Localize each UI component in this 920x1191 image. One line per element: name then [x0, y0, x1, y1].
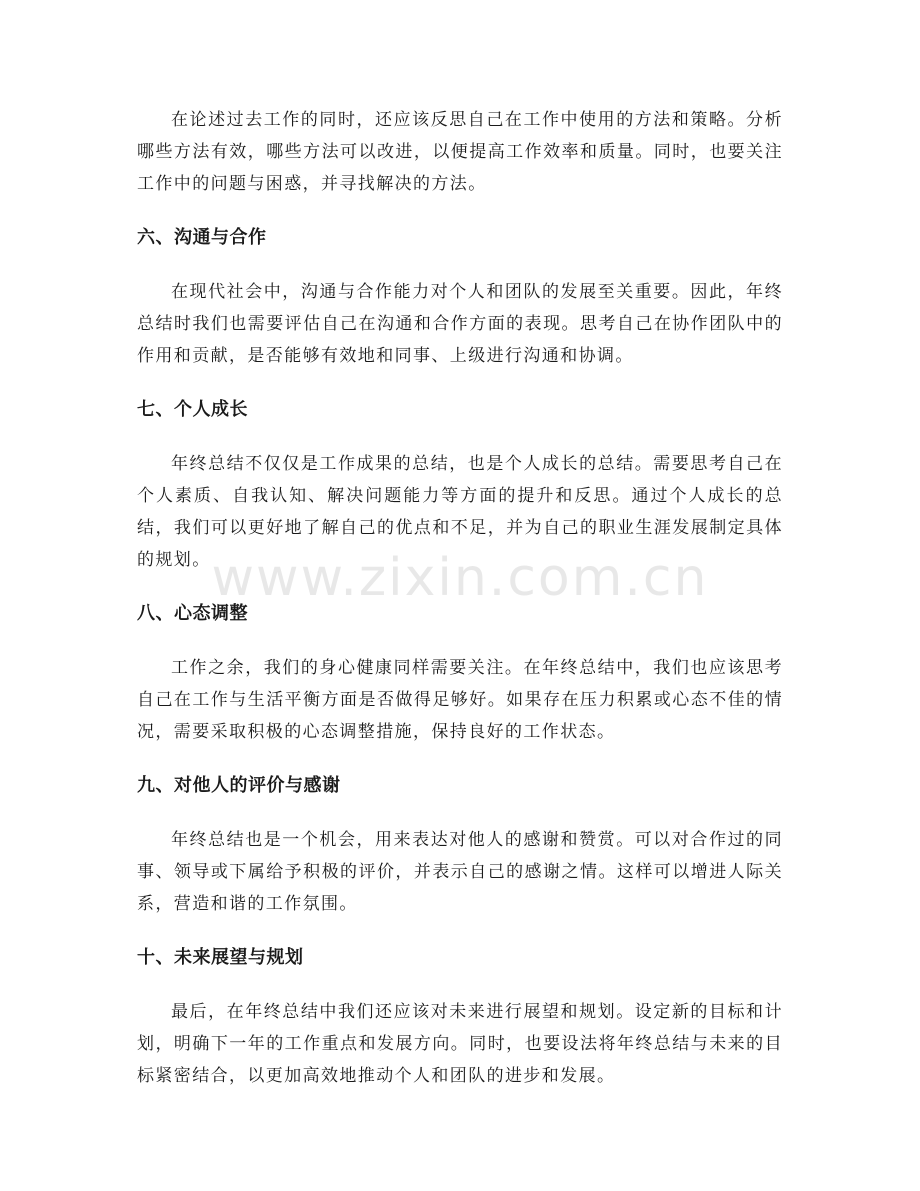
- section-paragraph-9: 年终总结也是一个机会，用来表达对他人的感谢和赞赏。可以对合作过的同事、领导或下属给予积极的评价，并表示自己的感谢之情。这样可以增进人际关系，营造和谐的工作氛围。: [137, 830, 783, 914]
- section-paragraph-6: 在现代社会中，沟通与合作能力对个人和团队的发展至关重要。因此，年终总结时我们也需要评估自己在沟通和合作方面的表现。思考自己在协作团队中的作用和贡献，是否能够有效地和同事、上级进行沟通和协调。: [137, 282, 783, 366]
- section-heading-10: 十、未来展望与规划: [137, 947, 304, 968]
- section-paragraph-7: 年终总结不仅仅是工作成果的总结，也是个人成长的总结。需要思考自己在个人素质、自我认知、解决问题能力等方面的提升和反思。通过个人成长的总结，我们可以更好地了解自己的优点和不足，并为自己的职业生涯发展制定具体的规划。: [137, 454, 783, 570]
- section-heading-9: 九、对他人的评价与感谢: [137, 775, 341, 796]
- section-heading-6: 六、沟通与合作: [137, 227, 267, 248]
- section-heading-7: 七、个人成长: [137, 399, 248, 420]
- watermark-text: www.zixin.com.cn: [211, 548, 709, 608]
- section-heading-8: 八、心态调整: [137, 603, 248, 624]
- section-paragraph-10: 最后，在年终总结中我们还应该对未来进行展望和规划。设定新的目标和计划，明确下一年的工作重点和发展方向。同时，也要设法将年终总结与未来的目标紧密结合，以更加高效地推动个人和团队的进步和发展。: [137, 1002, 783, 1086]
- intro-paragraph: 在论述过去工作的同时，还应该反思自己在工作中使用的方法和策略。分析哪些方法有效，哪些方法可以改进，以便提高工作效率和质量。同时，也要关注工作中的问题与困惑，并寻找解决的方法。: [137, 110, 783, 194]
- document-body: [137, 104, 783, 1092]
- section-paragraph-8: 工作之余，我们的身心健康同样需要关注。在年终总结中，我们也应该思考自己在工作与生活平衡方面是否做得足够好。如果存在压力积累或心态不佳的情况，需要采取积极的心态调整措施，保持良好的工作状态。: [137, 658, 783, 742]
